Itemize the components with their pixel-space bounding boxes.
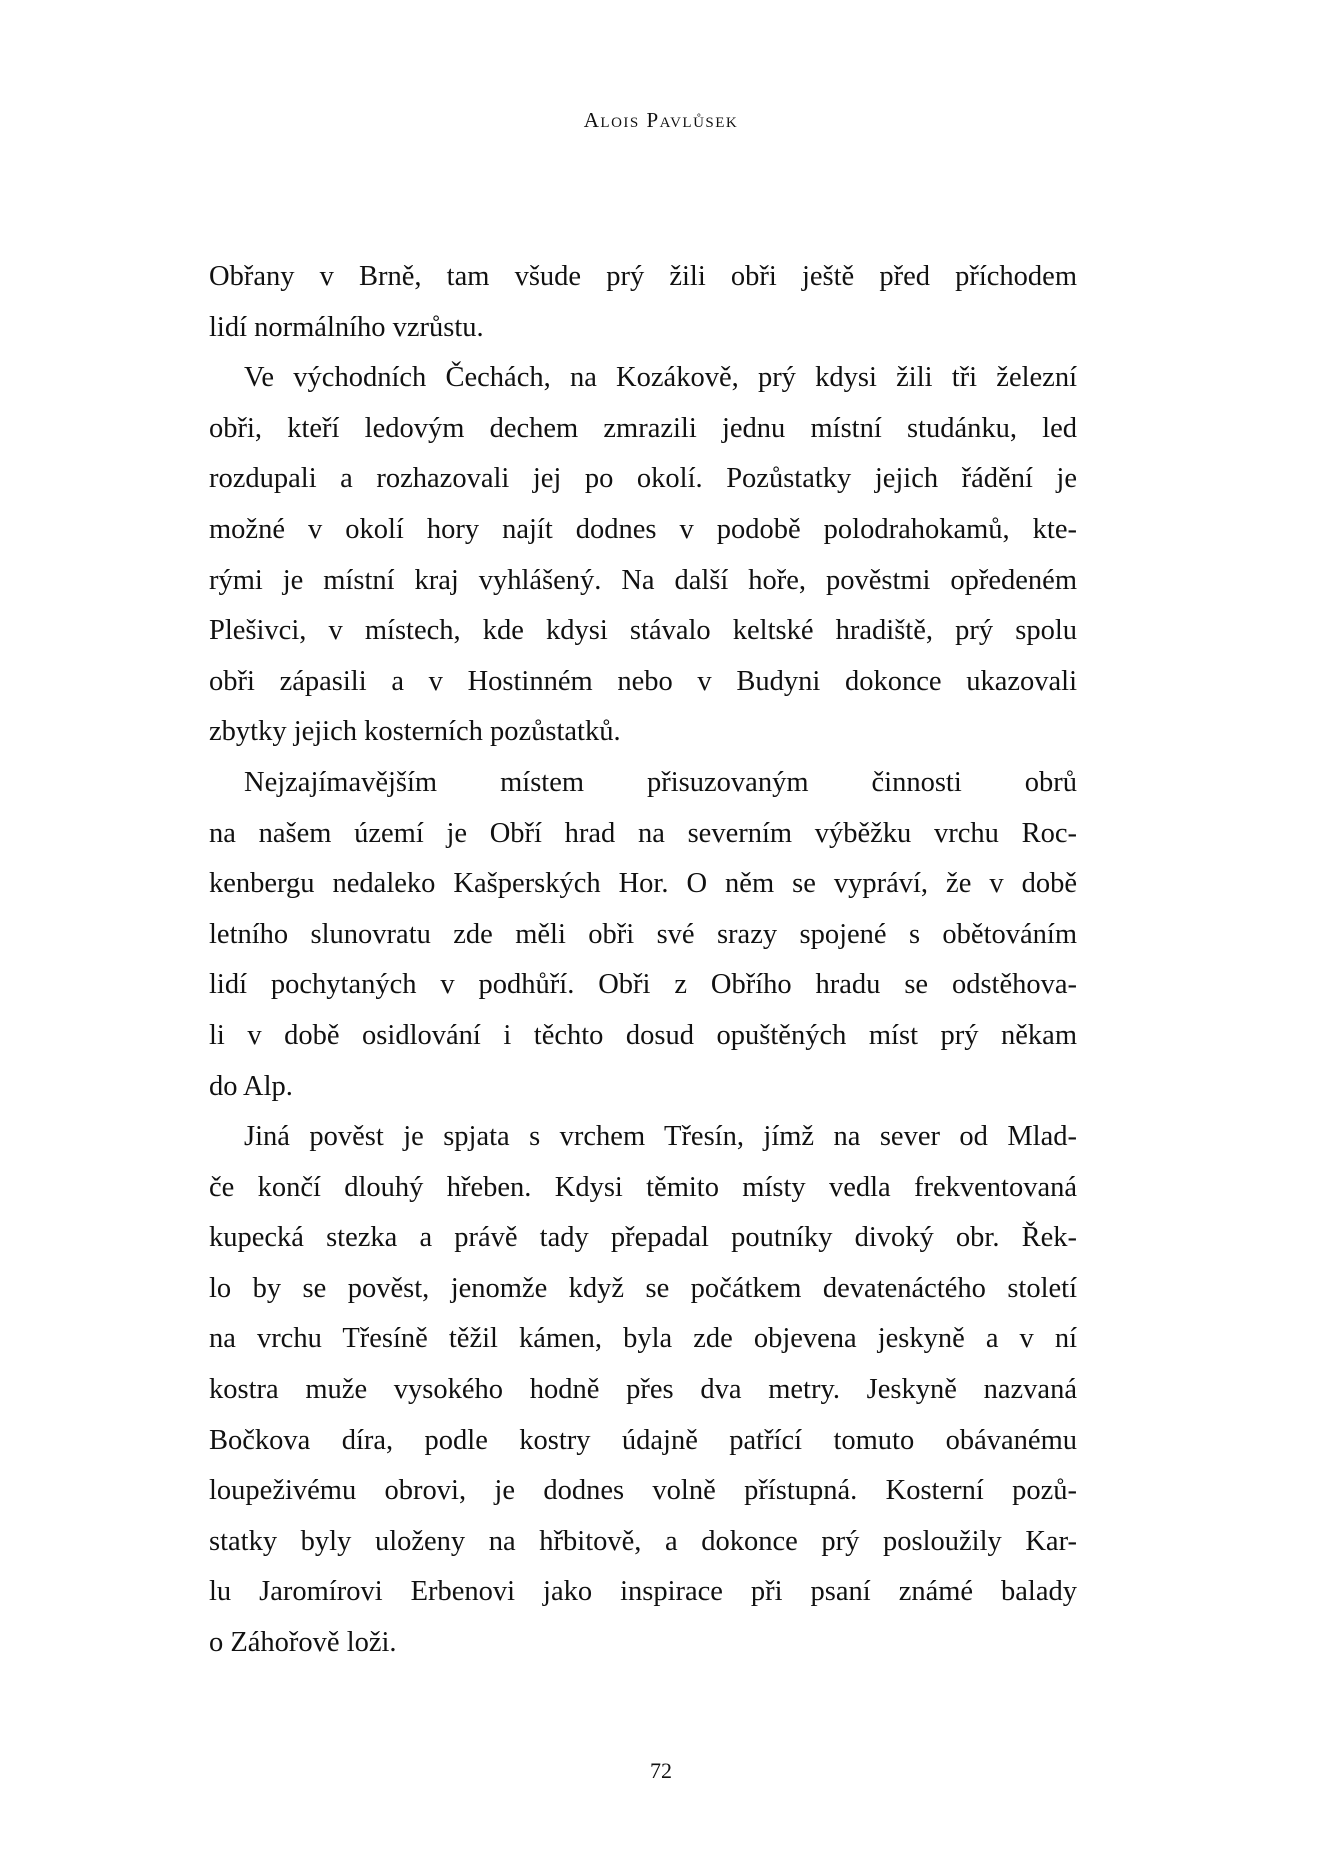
text-line: zbytky jejich kosterních pozůstatků. xyxy=(209,716,621,748)
text-line: na našem území je Obří hrad na severním výběžku vrchu Roc- xyxy=(209,817,1077,849)
text-line: Jiná pověst je spjata s vrchem Třesín, jímž na sever od Mlad- xyxy=(244,1121,1077,1153)
paragraph xyxy=(209,758,1077,1112)
text-line: o Záhořově loži. xyxy=(209,1627,397,1659)
text-line: kenbergu nedaleko Kašperských Hor. O něm se vypráví, že v době xyxy=(209,868,1077,900)
text-line: lu Jaromírovi Erbenovi jako inspirace při psaní známé balady xyxy=(209,1576,1077,1608)
text-line: Plešivci, v místech, kde kdysi stávalo keltské hradiště, prý spolu xyxy=(209,615,1077,647)
body-text xyxy=(209,252,1077,1669)
text-line: rými je místní kraj vyhlášený. Na další hoře, pověstmi opředeném xyxy=(209,564,1077,596)
text-line: do Alp. xyxy=(209,1070,293,1102)
text-line: lo by se pověst, jenomže když se počátkem devatenáctého století xyxy=(209,1272,1077,1304)
text-line: Ve východních Čechách, na Kozákově, prý kdysi žili tři železní xyxy=(244,362,1077,394)
text-line: možné v okolí hory najít dodnes v podobě polodrahokamů, kte- xyxy=(209,513,1077,545)
text-line: obři zápasili a v Hostinném nebo v Budyni dokonce ukazovali xyxy=(209,665,1077,697)
text-line: obři, kteří ledovým dechem zmrazili jednu místní studánku, led xyxy=(209,412,1077,444)
text-line: na vrchu Třesíně těžil kámen, byla zde objevena jeskyně a v ní xyxy=(209,1323,1077,1355)
text-line: kupecká stezka a právě tady přepadal poutníky divoký obr. Řek- xyxy=(209,1222,1077,1254)
text-line: Obřany v Brně, tam všude prý žili obři ještě před příchodem xyxy=(209,261,1077,292)
page-number: 72 xyxy=(650,1758,672,1783)
text-line: lidí normálního vzrůstu. xyxy=(209,311,484,343)
text-line: če končí dlouhý hřeben. Kdysi těmito místy vedla frekventovaná xyxy=(209,1171,1077,1203)
text-line: loupeživému obrovi, je dodnes volně přístupná. Kosterní pozů- xyxy=(209,1475,1077,1507)
text-line: kostra muže vysokého hodně přes dva metry. Jeskyně nazvaná xyxy=(209,1374,1077,1406)
text-line: lidí pochytaných v podhůří. Obři z Obřího hradu se odstěhova- xyxy=(209,969,1077,1001)
text-line: rozdupali a rozhazovali jej po okolí. Pozůstatky jejich řádění je xyxy=(209,463,1077,495)
text-line: Bočkova díra, podle kostry údajně patřící tomuto obávanému xyxy=(209,1424,1077,1456)
text-line: statky byly uloženy na hřbitově, a dokonce prý posloužily Kar- xyxy=(209,1525,1077,1557)
paragraph xyxy=(209,252,1077,353)
text-line: letního slunovratu zde měli obři své srazy spojené s obětováním xyxy=(209,918,1077,950)
text-line: li v době osidlování i těchto dosud opuštěných míst prý někam xyxy=(209,1019,1077,1051)
paragraph xyxy=(209,1112,1077,1669)
paragraph xyxy=(209,353,1077,758)
text-line: Nejzajímavějším místem přisuzovaným činnosti obrů xyxy=(244,766,1077,798)
running-head-author: Alois Pavlůsek xyxy=(583,108,739,132)
